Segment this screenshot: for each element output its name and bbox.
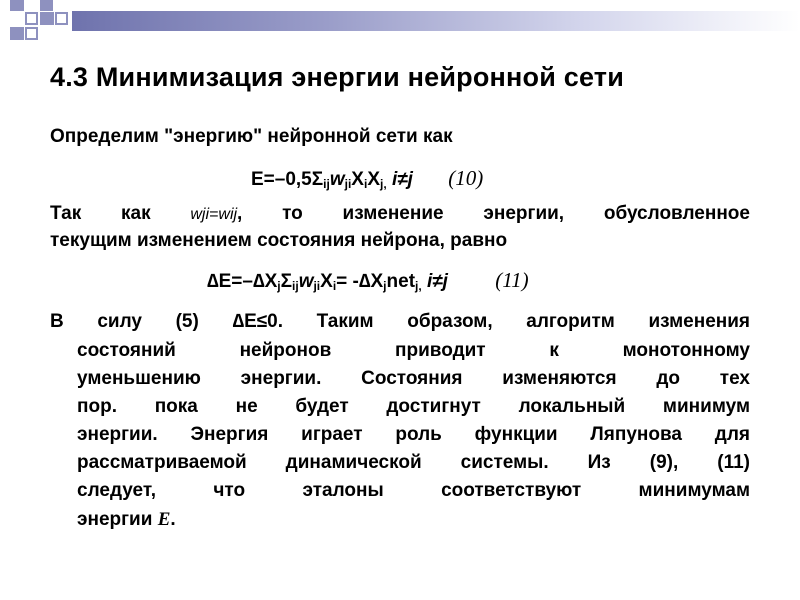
x-symbol: X <box>367 169 380 190</box>
para2-line: состояний нейронов приводит к монотонному <box>77 340 750 361</box>
para2-text: энергии <box>77 509 158 530</box>
equation-number-11: (11) <box>495 268 529 292</box>
decor-square <box>40 12 54 25</box>
decor-square <box>10 0 24 11</box>
decor-square <box>10 27 24 40</box>
decor-square <box>25 12 38 25</box>
formula-10-lhs: E=–0,5 <box>251 169 312 190</box>
w-subscript: ji <box>313 279 321 293</box>
para1-text: , то изменение энергии, обусловленное <box>237 203 750 224</box>
delta-subscript: j <box>383 279 387 293</box>
equation-number-10: (10) <box>448 166 484 190</box>
delta-e: ∆E=–∆X <box>207 271 278 292</box>
para2-line: рассматриваемой динамической системы. Из (9), (11) <box>77 452 750 473</box>
para1-text: Так как <box>50 203 191 224</box>
formula-10-condition: i≠j <box>386 169 413 190</box>
para1-line1 <box>50 203 750 225</box>
energy-e-symbol: E <box>157 509 171 530</box>
para2-last-line <box>77 509 176 531</box>
equals-delta: = -∆X <box>336 271 384 292</box>
sigma-subscript: ij <box>323 177 330 191</box>
para2-line: уменьшению энергии. Состояния изменяются до тех <box>77 368 750 389</box>
para2-line: энергии. Энергия играет роль функции Ляпунова для <box>77 424 750 445</box>
para2-text: . <box>170 509 176 530</box>
formula-10 <box>251 166 483 191</box>
x-symbol: X <box>351 169 364 190</box>
sigma-subscript: ij <box>292 279 299 293</box>
formula-11-condition: i≠j <box>421 271 448 292</box>
slide-title: 4.3 Минимизация энергии нейронной сети <box>50 62 625 92</box>
para1-line2: текущим изменением состояния нейрона, равно <box>50 230 508 251</box>
decor-square <box>40 0 53 11</box>
para2-line: следует, что эталоны соответствуют минимумам <box>77 480 750 501</box>
x-symbol: X <box>320 271 333 292</box>
x-subscript: i <box>332 279 337 293</box>
formula-11 <box>207 268 529 293</box>
para2-line: пор. пока не будет достигнут локальный минимум <box>77 396 750 417</box>
net-symbol: net <box>386 271 416 292</box>
w-equality: wji=wij <box>190 206 238 223</box>
para2-line: В силу (5) ∆E≤0. Таким образом, алгоритм изменения <box>50 311 750 332</box>
decorative-header <box>0 0 800 60</box>
delta-x-subscript: j <box>277 279 281 293</box>
decor-square <box>55 12 68 25</box>
w-symbol: w <box>329 169 345 190</box>
w-symbol: w <box>298 271 314 292</box>
header-gradient-bar <box>72 11 800 31</box>
sigma-symbol: Σ <box>280 271 293 292</box>
sigma-symbol: Σ <box>311 169 324 190</box>
intro-line: Определим "энергию" нейронной сети как <box>50 126 453 147</box>
decor-square <box>25 27 38 40</box>
net-subscript: j, <box>415 279 422 293</box>
x-subscript: j, <box>380 177 387 191</box>
x-subscript: i <box>363 177 368 191</box>
w-subscript: ji <box>344 177 352 191</box>
